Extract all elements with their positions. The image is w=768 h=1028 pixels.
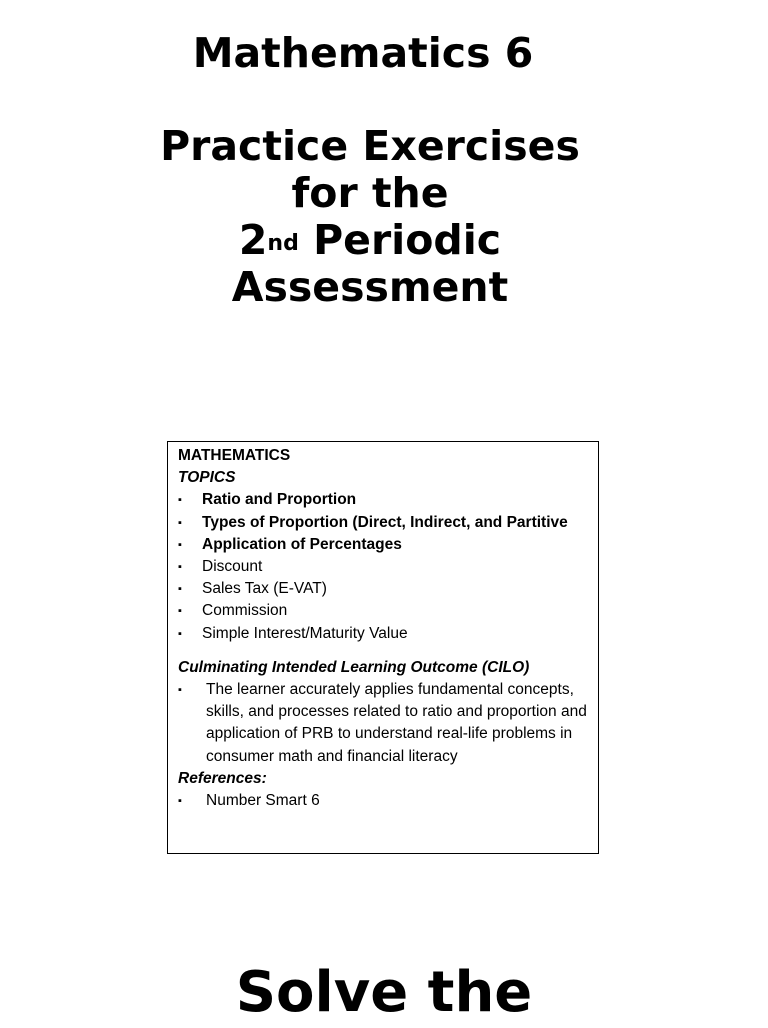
bullet-icon: ▪ — [178, 516, 182, 529]
topics-card — [167, 441, 599, 854]
topic-item — [178, 512, 590, 534]
title-line-1: Practice Exercises — [160, 122, 580, 170]
cilo-label: Culminating Intended Learning Outcome (CILO) — [178, 658, 530, 676]
section-spacer — [178, 645, 590, 657]
bullet-icon: ▪ — [178, 684, 182, 697]
bullet-icon: ▪ — [178, 583, 182, 596]
topic-item-text: Types of Proportion (Direct, Indirect, and Partitive — [202, 513, 568, 531]
page-title — [0, 123, 740, 311]
topic-item-text: Simple Interest/Maturity Value — [202, 624, 408, 642]
topic-item-text: Commission — [202, 602, 288, 620]
topic-item — [178, 623, 590, 645]
topic-item-text: Discount — [202, 558, 263, 576]
reference-item-text: Number Smart 6 — [206, 792, 320, 810]
title-ordinal-number: 2 — [238, 216, 268, 264]
topic-item-text: Application of Percentages — [202, 535, 402, 553]
topic-item-text: Ratio and Proportion — [202, 491, 357, 509]
topic-item — [178, 578, 590, 600]
title-periodic-word: Periodic — [298, 216, 502, 264]
title-line-4: Assessment — [231, 263, 509, 311]
title-line-3 — [0, 217, 740, 264]
bullet-icon: ▪ — [178, 538, 182, 551]
topic-item — [178, 556, 590, 578]
title-ordinal-suffix: nd — [267, 231, 299, 256]
bullet-icon: ▪ — [178, 561, 182, 574]
topic-item — [178, 600, 590, 622]
topic-item — [178, 489, 590, 511]
reference-item — [178, 790, 590, 812]
topics-label: TOPICS — [178, 469, 236, 487]
bullet-icon: ▪ — [178, 605, 182, 618]
topic-item-text: Sales Tax (E-VAT) — [202, 580, 327, 598]
cilo-item — [178, 679, 590, 768]
references-label: References: — [178, 769, 267, 787]
cutoff-instruction-heading: Solve the — [235, 960, 533, 1025]
topic-item — [178, 534, 590, 556]
title-line-2: for the — [291, 169, 449, 217]
bullet-icon: ▪ — [178, 627, 182, 640]
topics-list — [178, 489, 590, 644]
card-heading: MATHEMATICS — [178, 447, 291, 464]
bullet-icon: ▪ — [178, 494, 182, 507]
cilo-item-text: The learner accurately applies fundamental concepts, skills, and processes related to ratio and proportion and application of PRB to understand real-life problems in consumer math and financial literacy — [206, 681, 587, 765]
bullet-icon: ▪ — [178, 795, 182, 808]
cilo-list — [178, 679, 590, 768]
subject-heading: Mathematics 6 — [192, 29, 534, 77]
references-list — [178, 790, 590, 812]
